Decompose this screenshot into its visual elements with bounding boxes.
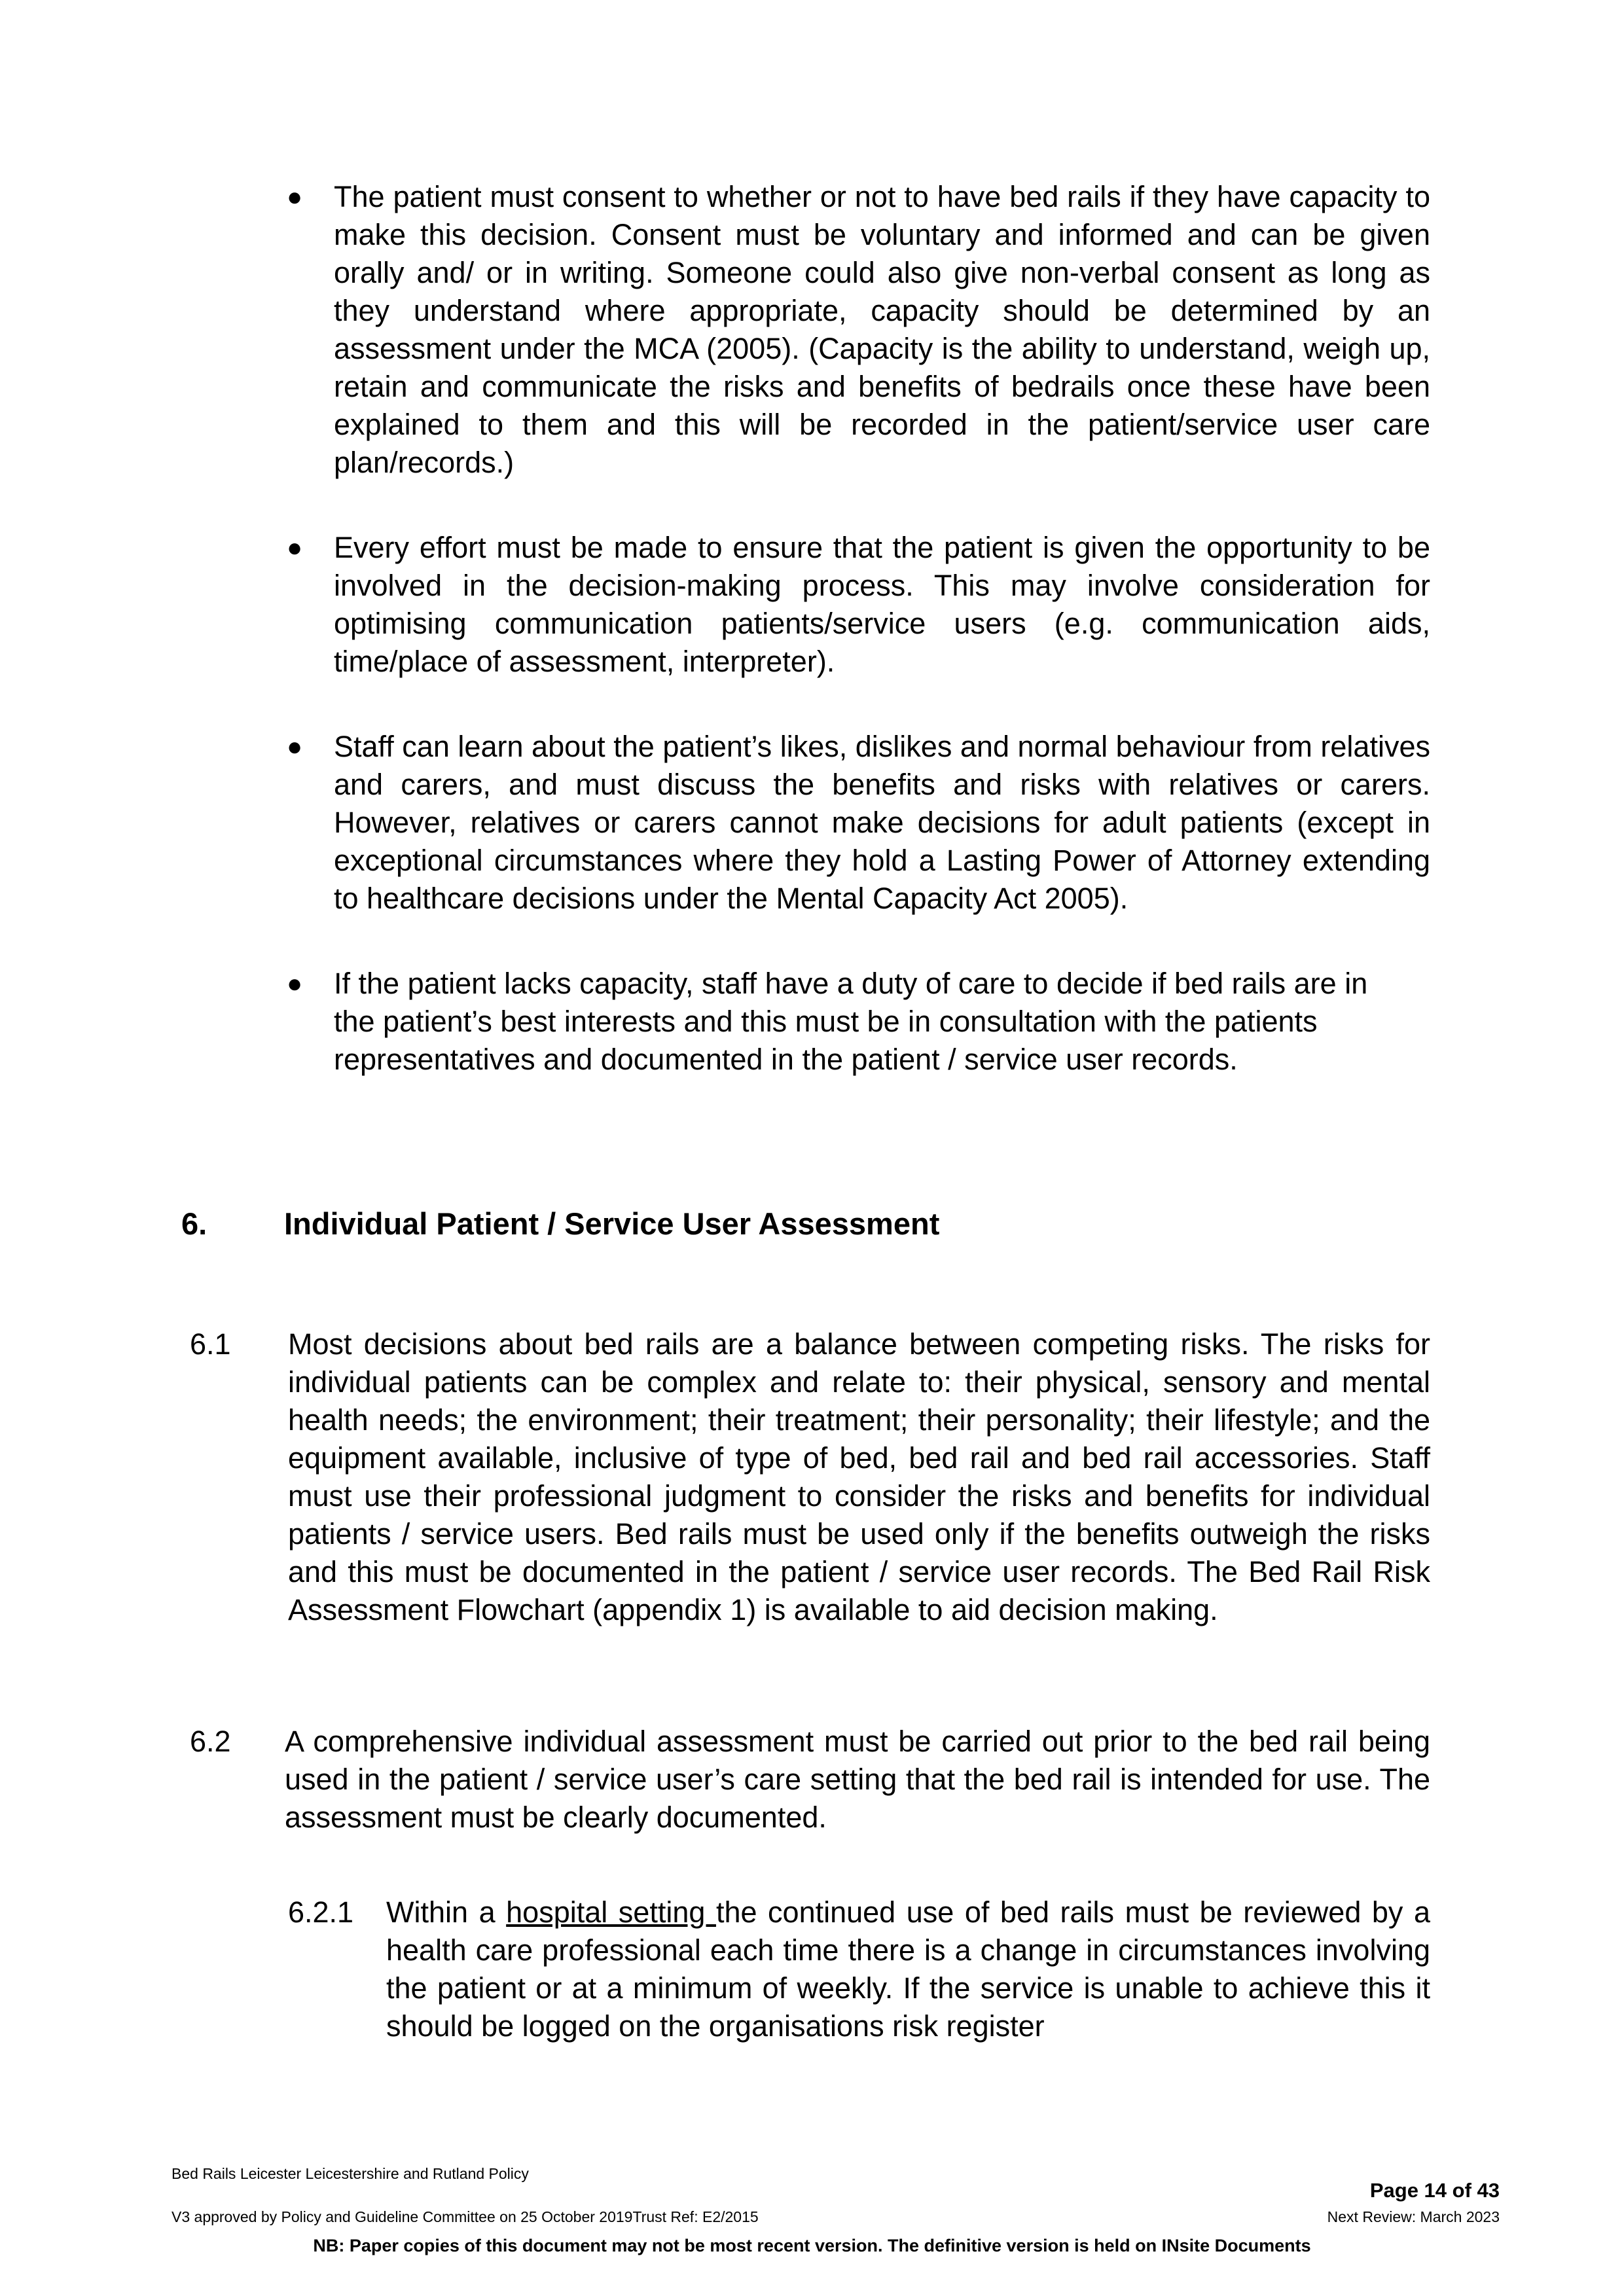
paragraph-text [386,1893,1430,2045]
bullet-text: If the patient lacks capacity, staff have a duty of care to decide if bed rails are in the patient’s best interests and this must be in consultation with the patients representatives and documented in the patient / service user records. [334,967,1368,1076]
footer-policy-title: Bed Rails Leicester Leicestershire and Rutland Policy [171,2165,529,2182]
hospital-setting-underlined: hospital setting [506,1895,716,1929]
bullet-icon: ● [287,183,303,211]
bullet-item [275,178,1430,482]
paragraph-text: A comprehensive individual assessment must be carried out prior to the bed rail being used in the patient / service user’s care setting that the bed rail is intended for use. The assessment must be clearly documented. [285,1725,1430,1834]
footer-page-number: Page 14 of 43 [1369,2179,1500,2202]
footer-next-review: Next Review: March 2023 [1327,2208,1500,2225]
bullet-icon: ● [287,969,303,998]
bullet-icon: ● [287,533,303,562]
bullet-text: Every effort must be made to ensure that the patient is given the opportunity to be involved in the decision-making process. This may involve consideration for optimising communication patients/service users (e.g. communication aids, time/place of assessment, interpreter). [334,531,1430,678]
text-before: Within a [386,1895,507,1929]
paragraph-number: 6.2.1 [288,1895,354,1929]
footer-approval: V3 approved by Policy and Guideline Committee on 25 October 2019Trust Ref: E2/2015 [171,2208,759,2225]
footer-nb-notice: NB: Paper copies of this document may not be most recent version. The definitive version is held on INsite Documents [313,2236,1311,2255]
text-after: the continued use of bed rails must be reviewed by a health care professional each time there is a change in circumstances involving the patient or at a minimum of weekly. If the service is unable to achieve this it should be logged on the organisations risk register [386,1895,1430,2043]
paragraph-number: 6.2 [190,1725,231,1758]
paragraph-number: 6.1 [190,1327,231,1361]
bullet-item [275,728,1430,918]
bullet-text: Staff can learn about the patient’s likes, dislikes and normal behaviour from relatives and carers, and must discuss the benefits and risks with relatives or carers. However, relatives or carers cannot make decisions for adult patients (except in exceptional circumstances where they hold a Lasting Power of Attorney extending to healthcare decisions under the Mental Capacity Act 2005). [334,730,1430,915]
bullet-icon: ● [287,732,303,761]
bullet-item [275,529,1430,681]
paragraph-text: Most decisions about bed rails are a balance between competing risks. The risks for individual patients can be complex and relate to: their physical, sensory and mental health needs; the environment; their treatment; their personality; their lifestyle; and the equipment available, inclusive of type of bed, bed rail and bed rail accessories. Staff must use their professional judgment to consider the risks and benefits for individual patients / service users. Bed rails must be used only if the benefits outweigh the risks and this must be documented in the patient / service user records. The Bed Rail Risk Assessment Flowchart (appendix 1) is available to aid decision making. [288,1327,1430,1626]
section-number: 6. [181,1206,208,1241]
bullet-text: The patient must consent to whether or not to have bed rails if they have capacity to make this decision. Consent must be voluntary and informed and can be given orally and/ or in writing. Someone could also give non-verbal consent as long as they understand where appropriate, capacity should be determined by an assessment under the MCA (2005). (Capacity is the ability to understand, weigh up, retain and communicate the risks and benefits of bedrails once these have been explained to them and this will be recorded in the patient/service user care plan/records.) [334,180,1430,479]
bullet-list [275,178,1430,1126]
section-title: Individual Patient / Service User Assessment [284,1206,940,1241]
bullet-item [275,965,1430,1079]
